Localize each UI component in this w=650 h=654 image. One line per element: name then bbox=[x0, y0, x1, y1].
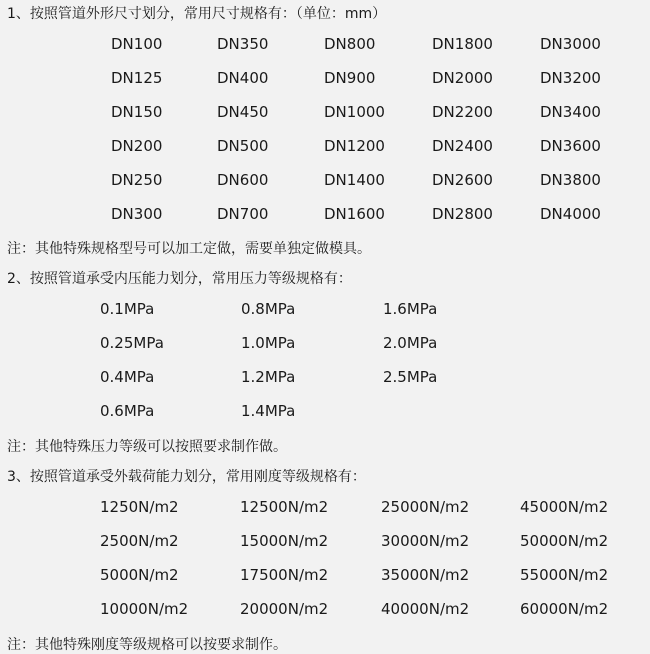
stiffness-value: 2500N/m2 bbox=[100, 532, 179, 550]
pipe-size-value: DN150 bbox=[111, 103, 163, 121]
stiffness-value: 60000N/m2 bbox=[520, 600, 609, 618]
section2-heading: 2、按照管道承受内压能力划分，常用压力等级规格有： bbox=[7, 271, 352, 287]
pipe-size-value: DN400 bbox=[217, 69, 269, 87]
pipe-size-value: DN450 bbox=[217, 103, 269, 121]
stiffness-value: 12500N/m2 bbox=[240, 498, 329, 516]
stiffness-value: 55000N/m2 bbox=[520, 566, 609, 584]
section1-note: 注：其他特殊规格型号可以加工定做，需要单独定做模具。 bbox=[7, 241, 371, 257]
pressure-value: 1.6MPa bbox=[383, 300, 438, 318]
stiffness-value: 50000N/m2 bbox=[520, 532, 609, 550]
pipe-size-value: DN3800 bbox=[540, 171, 601, 189]
pipe-size-value: DN250 bbox=[111, 171, 163, 189]
pipe-size-value: DN100 bbox=[111, 35, 163, 53]
stiffness-value: 1250N/m2 bbox=[100, 498, 179, 516]
pipe-size-value: DN1800 bbox=[432, 35, 493, 53]
pipe-size-value: DN3000 bbox=[540, 35, 601, 53]
pressure-value: 1.0MPa bbox=[241, 334, 296, 352]
pipe-size-value: DN1400 bbox=[324, 171, 385, 189]
pipe-size-value: DN350 bbox=[217, 35, 269, 53]
stiffness-value: 40000N/m2 bbox=[381, 600, 470, 618]
pipe-size-value: DN2800 bbox=[432, 205, 493, 223]
stiffness-value: 17500N/m2 bbox=[240, 566, 329, 584]
pipe-size-value: DN3600 bbox=[540, 137, 601, 155]
pipe-size-value: DN1600 bbox=[324, 205, 385, 223]
pressure-value: 0.6MPa bbox=[100, 402, 155, 420]
stiffness-value: 25000N/m2 bbox=[381, 498, 470, 516]
pipe-size-value: DN4000 bbox=[540, 205, 601, 223]
section2-note: 注：其他特殊压力等级可以按照要求制作做。 bbox=[7, 439, 287, 455]
pipe-size-value: DN2400 bbox=[432, 137, 493, 155]
stiffness-value: 45000N/m2 bbox=[520, 498, 609, 516]
stiffness-value: 30000N/m2 bbox=[381, 532, 470, 550]
pressure-value: 1.2MPa bbox=[241, 368, 296, 386]
pipe-size-value: DN1000 bbox=[324, 103, 385, 121]
pressure-value: 2.5MPa bbox=[383, 368, 438, 386]
pipe-size-value: DN200 bbox=[111, 137, 163, 155]
pipe-size-value: DN700 bbox=[217, 205, 269, 223]
pressure-value: 0.25MPa bbox=[100, 334, 164, 352]
pressure-value: 0.8MPa bbox=[241, 300, 296, 318]
stiffness-value: 10000N/m2 bbox=[100, 600, 189, 618]
pipe-size-value: DN2200 bbox=[432, 103, 493, 121]
pipe-size-value: DN600 bbox=[217, 171, 269, 189]
pressure-value: 1.4MPa bbox=[241, 402, 296, 420]
stiffness-value: 5000N/m2 bbox=[100, 566, 179, 584]
pipe-size-value: DN125 bbox=[111, 69, 163, 87]
stiffness-value: 15000N/m2 bbox=[240, 532, 329, 550]
pipe-size-value: DN2600 bbox=[432, 171, 493, 189]
pressure-value: 0.4MPa bbox=[100, 368, 155, 386]
pipe-size-value: DN500 bbox=[217, 137, 269, 155]
pipe-size-value: DN1200 bbox=[324, 137, 385, 155]
pipe-size-value: DN2000 bbox=[432, 69, 493, 87]
pipe-size-value: DN800 bbox=[324, 35, 376, 53]
pressure-value: 0.1MPa bbox=[100, 300, 155, 318]
pipe-size-value: DN3200 bbox=[540, 69, 601, 87]
section3-heading: 3、按照管道承受外载荷能力划分，常用刚度等级规格有： bbox=[7, 469, 366, 485]
pressure-value: 2.0MPa bbox=[383, 334, 438, 352]
section1-heading: 1、按照管道外形尺寸划分，常用尺寸规格有：（单位：mm） bbox=[7, 6, 387, 22]
section3-note: 注：其他特殊刚度等级规格可以按要求制作。 bbox=[7, 637, 287, 653]
stiffness-value: 20000N/m2 bbox=[240, 600, 329, 618]
pipe-size-value: DN3400 bbox=[540, 103, 601, 121]
pipe-size-value: DN300 bbox=[111, 205, 163, 223]
stiffness-value: 35000N/m2 bbox=[381, 566, 470, 584]
pipe-size-value: DN900 bbox=[324, 69, 376, 87]
